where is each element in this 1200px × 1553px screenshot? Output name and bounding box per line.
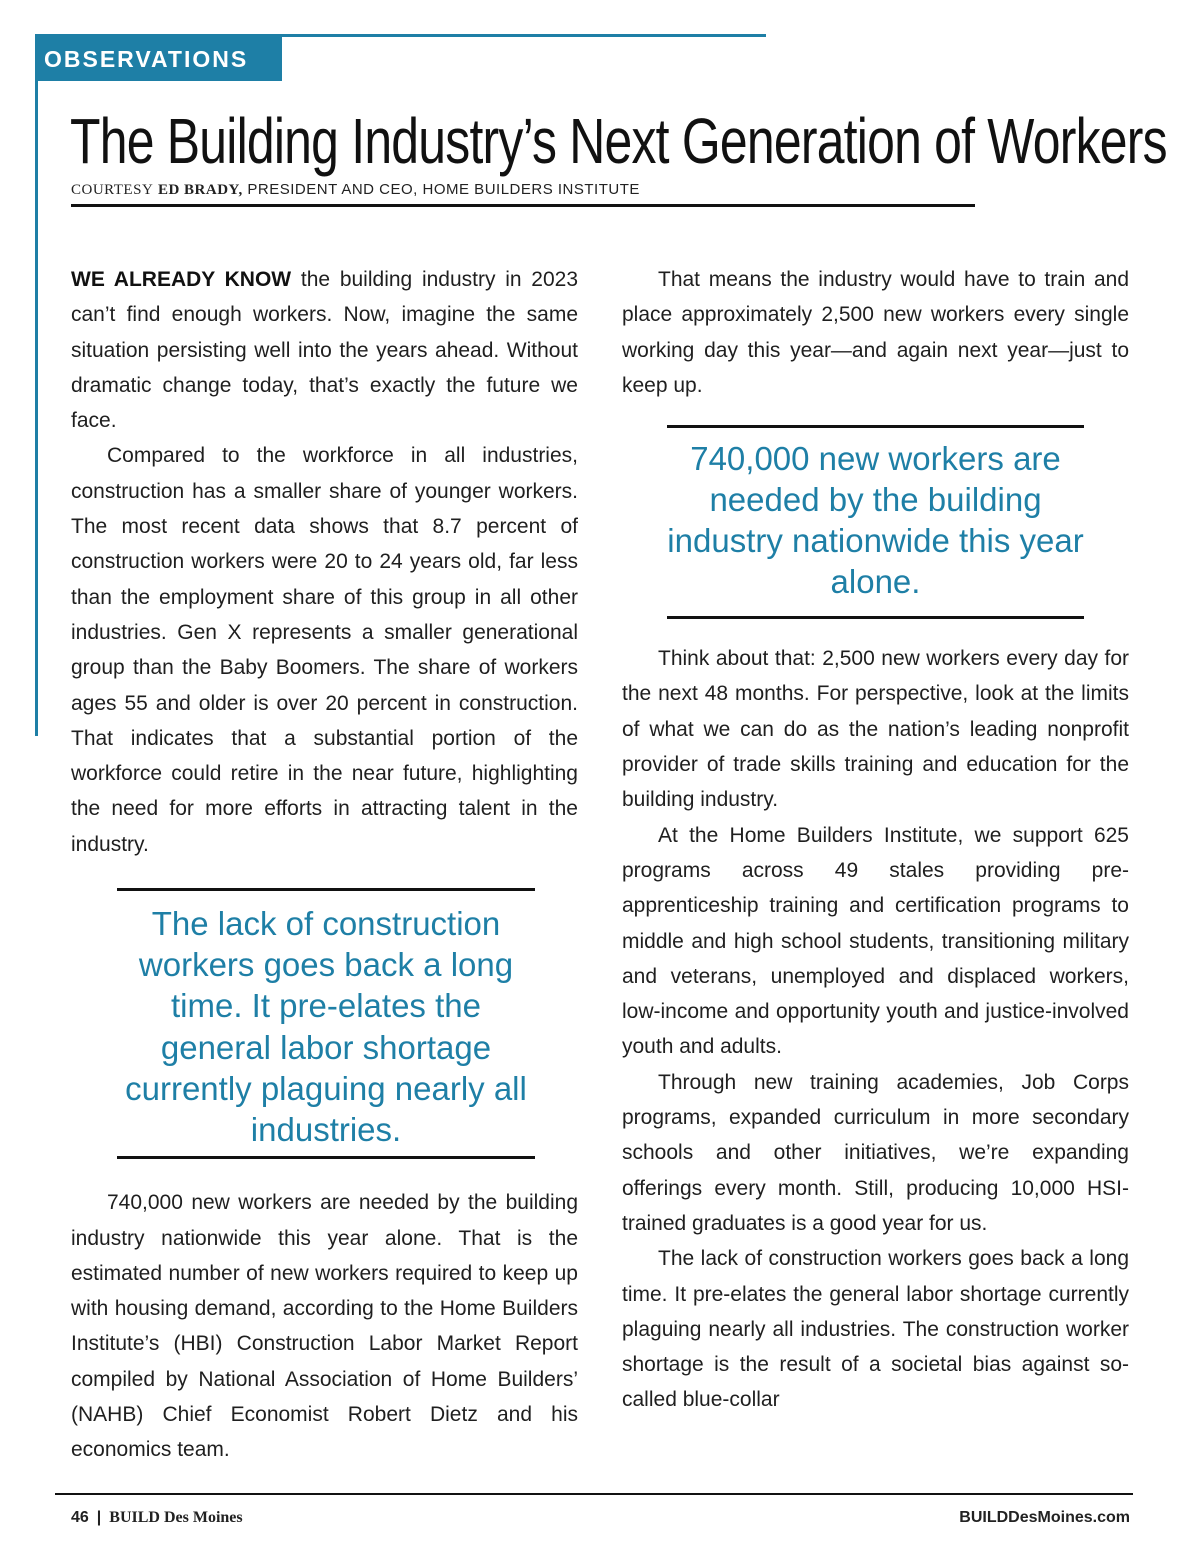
- byline-author: ED BRADY,: [157, 182, 243, 198]
- right-column: [622, 262, 1129, 1418]
- pull-quote-text: 740,000 new workers are needed by the building industry nationwide this year alone.: [667, 440, 1084, 601]
- body-paragraph: Think about that: 2,500 new workers every day for the next 48 months. For perspective, look at the limits of what we can do as the nation’s leading nonprofit provider of trade skills training and education for the building industry.: [622, 647, 1129, 812]
- page-number: 46: [71, 1509, 89, 1526]
- byline-rule: [71, 204, 975, 207]
- body-paragraph: The lack of construction workers goes back a long time. It pre-elates the general labor shortage currently plaguing nearly all industries. The construction worker shortage is the result of a societal bias against so-called blue-collar: [622, 1247, 1129, 1412]
- pull-quote-text: The lack of construction workers goes back a long time. It pre-elates the general labor shortage currently plaguing nearly all industries.: [125, 905, 527, 1149]
- publication-name: BUILD Des Moines: [109, 1509, 243, 1526]
- footer-separator: |: [96, 1509, 102, 1526]
- footer-rule: [55, 1493, 1133, 1495]
- footer-folio: [71, 1509, 243, 1527]
- left-column: [71, 262, 578, 1468]
- section-label: OBSERVATIONS: [35, 37, 282, 81]
- body-paragraph: That means the industry would have to train and place approximately 2,500 new workers every single working day this year—and again next year—just to keep up.: [622, 268, 1129, 397]
- pull-quote-bottom-rule: [667, 616, 1084, 619]
- pull-quote: [667, 425, 1084, 619]
- footer-website: BUILDDesMoines.com: [959, 1509, 1130, 1526]
- pull-quote-bottom-rule: [117, 1156, 535, 1159]
- article-title: The Building Industry’s Next Generation of Workers: [70, 105, 1167, 177]
- lead-in: WE ALREADY KNOW: [71, 268, 292, 291]
- body-paragraph: Through new training academies, Job Corps programs, expanded curriculum in more secondary schools and other initiatives, we’re expanding offerings every month. Still, producing 10,000 HSI-trained graduates is a good year for us.: [622, 1070, 1129, 1235]
- body-paragraph: 740,000 new workers are needed by the building industry nationwide this year alone. That is the estimated number of new workers required to keep up with housing demand, according to the Home Builders Institute’s (HBI) Construction Labor Market Report compiled by National Association of Home Builders’ (NAHB) Chief Economist Robert Dietz and his economics team.: [71, 1191, 578, 1462]
- body-paragraph: Compared to the workforce in all industries, construction has a smaller share of younger workers. The most recent data shows that 8.7 percent of construction workers were 20 to 24 years old, far less than the employment share of this group in all other industries. Gen X represents a smaller generational group than the Baby Boomers. The share of workers ages 55 and older is over 20 percent in construction. That indicates that a substantial portion of the workforce could retire in the near future, highlighting the need for more efforts in attracting talent in the industry.: [71, 444, 578, 856]
- byline-courtesy: COURTESY: [71, 182, 154, 198]
- intro-text: the building industry in 2023 can’t find enough workers. Now, imagine the same situation persisting well into the years ahead. Without dramatic change today, that’s exactly the future we face.: [71, 268, 579, 433]
- header-left-rule: [35, 34, 38, 736]
- intro-paragraph: [71, 262, 578, 438]
- byline: [71, 181, 640, 199]
- byline-role: PRESIDENT AND CEO, HOME BUILDERS INSTITUTE: [247, 181, 640, 198]
- pull-quote: [117, 888, 535, 1159]
- body-paragraph: At the Home Builders Institute, we support 625 programs across 49 stales providing pre-apprenticeship training and certification programs to middle and high school students, transitioning military and veterans, unemployed and displaced workers, low-income and opportunity youth and justice-involved youth and adults.: [622, 823, 1129, 1059]
